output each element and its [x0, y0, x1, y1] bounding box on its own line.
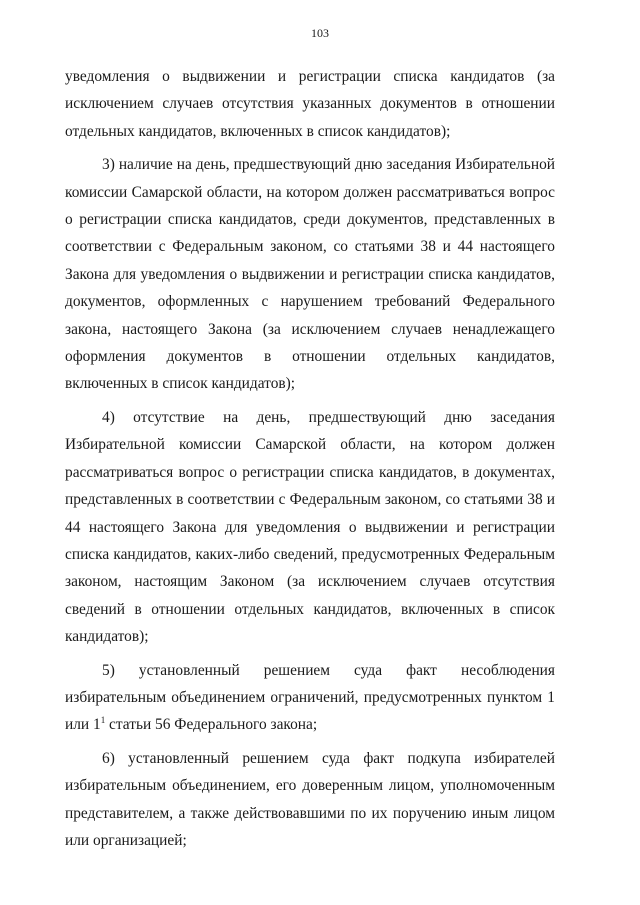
- paragraph-item-5-text-after: статьи 56 Федерального закона;: [105, 716, 318, 734]
- paragraph-item-3: 3) наличие на день, предшествующий дню заседания Избирательной комиссии Самарской области, на котором должен рассматриваться вопрос о регистрации списка кандидатов, среди документов, представленных в соответствии с Федеральным законом, со статьями 38 и 44 настоящего Закона для уведомления о выдвижении и регистрации списка кандидатов, документов, оформленных с нарушением требований Федерального закона, настоящего Закона (за исключением случаев ненадлежащего оформления документов в отношении отдельных кандидатов, включенных в список кандидатов);: [65, 156, 555, 393]
- paragraph-continuation: уведомления о выдвижении и регистрации списка кандидатов (за исключением случаев отсутствия указанных документов в отношении отдельных кандидатов, включенных в список кандидатов);: [65, 68, 555, 140]
- paragraph-item-4: 4) отсутствие на день, предшествующий дню заседания Избирательной комиссии Самарской области, на котором должен рассматриваться вопрос о регистрации списка кандидатов, в документах, представленных в соответствии с Федеральным законом, со статьями 38 и 44 настоящего Закона для уведомления о выдвижении и регистрации списка кандидатов, каких-либо сведений, предусмотренных Федеральным законом, настоящим Законом (за исключением случаев отсутствия сведений в отношении отдельных кандидатов, включенных в список кандидатов);: [65, 408, 555, 646]
- paragraph-item-6: 6) установленный решением суда факт подкупа избирателей избирательным объединением, его доверенным лицом, уполномоченным представителем, а также действовавшими по их поручению иным лицом или организацией;: [65, 749, 555, 849]
- paragraph-item-5-text-before: 5) установленный решением суда факт несоблюдения избирательным объединением ограничений, предусмотренных пунктом 1 или 1: [65, 661, 555, 734]
- document-body: [65, 63, 555, 854]
- superscript-mark: 1: [100, 715, 106, 726]
- paragraph-item-5: [65, 657, 555, 739]
- page-number: 103: [311, 26, 329, 40]
